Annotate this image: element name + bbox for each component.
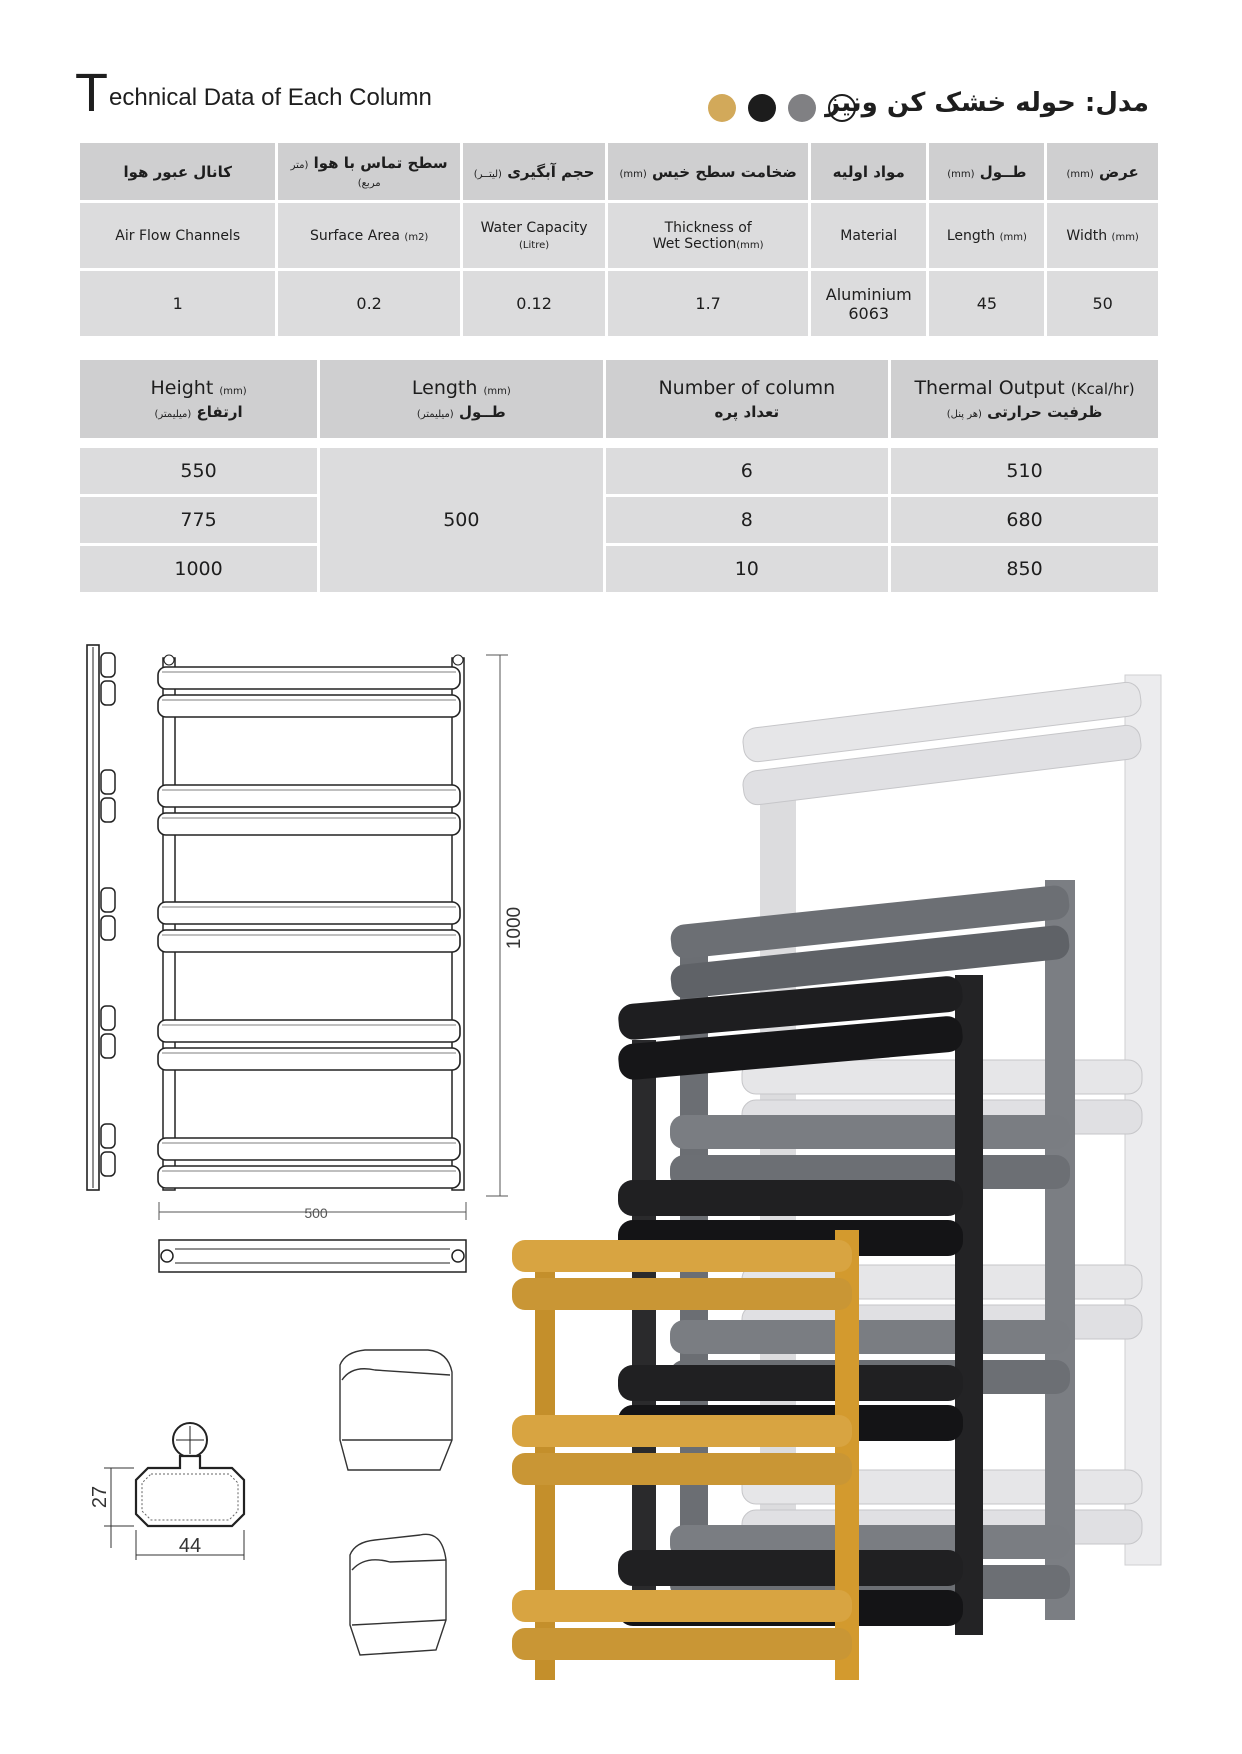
size-height-cell: 550 (80, 448, 317, 494)
spec-en-surface: Surface Area (m2) (278, 203, 459, 268)
spec-fa-surface: سطح تماس با هوا (متر مربع) (278, 143, 459, 200)
spec-val-material: Aluminium 6063 (811, 271, 927, 336)
color-swatch-black[interactable] (748, 94, 776, 122)
size-columns-cell: 10 (606, 546, 889, 592)
table-row (80, 497, 1158, 543)
spec-val-width: 50 (1047, 271, 1158, 336)
page-title (75, 63, 432, 123)
size-length-cell: 500 (320, 448, 602, 592)
color-swatch-gray[interactable] (788, 94, 816, 122)
model-name: مدل: حوله خشک کن ونیز (825, 88, 1149, 118)
title-initial: T (75, 63, 108, 123)
color-swatch-gold[interactable] (708, 94, 736, 122)
size-header (80, 360, 1158, 438)
table-row (80, 448, 1158, 494)
size-height-cell: 1000 (80, 546, 317, 592)
size-head-output: Thermal Output (Kcal/hr) ظرفیت حرارتی (هر پنل) (891, 360, 1158, 438)
front-view (158, 655, 464, 1190)
size-head-height: Height (mm) ارتفاع (میلیمتر) (80, 360, 317, 438)
height-dimension-label: 1000 (504, 906, 525, 950)
spec-en-thickness: Thickness of Wet Section(mm) (608, 203, 808, 268)
spec-en-material: Material (811, 203, 927, 268)
side-view (87, 645, 115, 1190)
table-row (80, 546, 1158, 592)
size-output-cell: 850 (891, 546, 1158, 592)
size-columns-cell: 8 (606, 497, 889, 543)
profile-section (104, 1423, 244, 1560)
spec-header-en (80, 203, 1158, 268)
spec-en-capacity: Water Capacity (Litre) (463, 203, 605, 268)
spec-fa-capacity: حجم آبگیری (لیتــر) (463, 143, 605, 200)
spec-en-length: Length (mm) (929, 203, 1044, 268)
width-dimension-label: 500 (304, 1205, 328, 1221)
spec-fa-length: طــول (mm) (929, 143, 1044, 200)
profile-width-label: 44 (178, 1535, 202, 1557)
spec-val-surface: 0.2 (278, 271, 459, 336)
spec-val-capacity: 0.12 (463, 271, 605, 336)
radiator-gold (512, 1230, 859, 1680)
spec-fa-airflow: کانال عبور هوا (80, 143, 275, 200)
technical-drawing (0, 600, 560, 1750)
size-height-cell: 775 (80, 497, 317, 543)
profile-height-label: 27 (89, 1485, 111, 1509)
size-output-cell: 680 (891, 497, 1158, 543)
size-head-columns: Number of column تعداد پره (606, 360, 889, 438)
spec-fa-width: عرض (mm) (1047, 143, 1158, 200)
spec-header-fa (80, 143, 1158, 200)
spec-val-length: 45 (929, 271, 1044, 336)
top-view (159, 1240, 466, 1272)
spec-en-width: Width (mm) (1047, 203, 1158, 268)
spec-fa-material: مواد اولیه (811, 143, 927, 200)
spec-table (77, 140, 1161, 339)
spec-en-airflow: Air Flow Channels (80, 203, 275, 268)
size-columns-cell: 6 (606, 448, 889, 494)
product-image (495, 660, 1175, 1694)
title-text: echnical Data of Each Column (109, 84, 432, 111)
size-output-cell: 510 (891, 448, 1158, 494)
size-head-length: Length (mm) طــول (میلیمتر) (320, 360, 602, 438)
spec-fa-thickness: ضخامت سطح خیس (mm) (608, 143, 808, 200)
end-cap-sketch (340, 1350, 452, 1655)
size-table (77, 357, 1161, 595)
spec-val-thickness: 1.7 (608, 271, 808, 336)
spec-val-airflow: 1 (80, 271, 275, 336)
spec-values (80, 271, 1158, 336)
